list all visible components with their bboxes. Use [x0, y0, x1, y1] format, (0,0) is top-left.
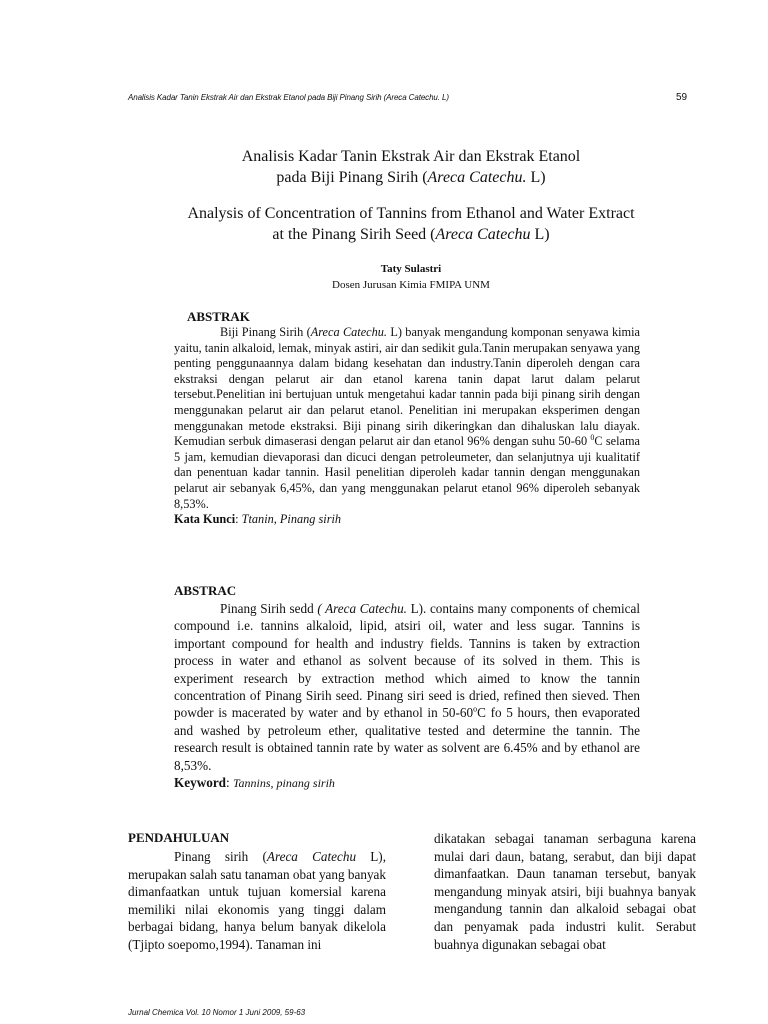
abstract-body	[174, 600, 640, 792]
journal-footer: Jurnal Chemica Vol. 10 Nomor 1 Juni 2009, 59-63	[128, 1008, 306, 1017]
abstrak-paragraph: Biji Pinang Sirih (Areca Catechu. L) banyak mengandung komponan senyawa kimia yaitu, tanin alkaloid, lemak, minyak astiri, air dan sedikit gula.Tanin merupakan senyawa yang penting penggunaannya dalam bidang kesehatan dan industry.Tanin diperoleh dengan cara ekstraksi dengan pelarut air dan etanol karena tanin dapat larut dalam pelarut tersebut.Penelitian ini bertujuan untuk mengetahui kadar tannin pada biji pinang sirih dengan menggunakan pelarut air dan pelarut etanol. Penelitian ini merupakan eksperimen dengan menggunakan metode ekstraksi. Biji pinang sirih dikeringkan dan dihaluskan lalu diayak. Kemudian serbuk dimaserasi dengan pelarut air dan etanol 96% dengan suhu 50-60 $^0$C selama 5 jam, kemudian dievaporasi dan dicuci dengan petroleumeter, dan selanjutnya uji kualitatif dan penentuan kadar tannin. Hasil penelitian diperoleh kadar tannin dengan menggunakan pelarut air sebanyak 6,45%, dan yang menggunakan pelarut etanol 96% diperoleh sebanyak 8,53%.	[174, 325, 640, 511]
intro-right-paragraph: dikatakan sebagai tanaman serbaguna karena mulai dari daun, batang, serabut, dan biji dapat dimanfaatkan. Daun tanaman tersebut, banyak mengandung minyak atsiri, biji buahnya banyak mengandung tannin dan alkaloid sebagai obat dan penyamak pada industri kulit. Serabut buahnya digunakan sebagai obat	[434, 831, 696, 952]
intro-left-paragraph: Pinang sirih (Areca Catechu L), merupakan salah satu tanaman obat yang banyak dimanfaatkan untuk tujuan komersial karena memiliki nilai ekonomis yang tinggi dalam berbagai bidang, hanya belum banyak dikelola (Tjipto soepomo,1994). Tanaman ini	[128, 849, 386, 952]
author-name: Taty Sulastri	[380, 263, 442, 275]
intro-right-column	[434, 830, 696, 953]
abstrak-body	[174, 325, 640, 528]
title-indonesian	[0, 146, 768, 188]
running-header-title: Analisis Kadar Tanin Ekstrak Air dan Ekstrak Etanol pada Biji Pinang Sirih (Areca Catechu. L)	[128, 93, 449, 102]
abstract-keywords: Keyword: Tannins, pinang sirih	[174, 775, 335, 791]
intro-left-column	[128, 848, 386, 954]
author-block	[0, 261, 768, 293]
intro-heading: PENDAHULUAN	[128, 830, 230, 845]
abstract-heading: ABSTRAC	[174, 583, 237, 598]
title-english	[0, 203, 768, 245]
abstrak-heading: ABSTRAK	[187, 309, 250, 324]
title-en-line1: Analysis of Concentration of Tannins from Ethanol and Water Extract	[187, 205, 635, 222]
abstract-paragraph: Pinang Sirih sedd ( Areca Catechu. L). contains many components of chemical compound i.e. tannins alkaloid, lipid, atsiri oil, water and less sugar. Tannins is important compound for health and industry fields. Tannins is taken by extraction process in water and ethanol as solvent because of its solved in them. This is experiment research by extraction method which aimed to know the tannin concentration of Pinang Sirih seed. Pinang siri seed is dried, refined then sieved. Then powder is macerated by water and by ethanol in 50-60$^o$C fo 5 hours, then evaporated and washed by petroleum ether, qualitative tested and determine the tannin. The research result is obtained tannin rate by water as solvent are 6.45% and by ethanol are 8,53%.	[174, 601, 640, 773]
page-number: 59	[676, 92, 688, 103]
title-en-line2: at the Pinang Sirih Seed (Areca Catechu L)	[272, 226, 550, 243]
abstrak-keywords: Kata Kunci: Ttanin, Pinang sirih	[174, 512, 342, 527]
title-id-line1: Analisis Kadar Tanin Ekstrak Air dan Ekstrak Etanol	[241, 148, 581, 165]
author-affiliation: Dosen Jurusan Kimia FMIPA UNM	[332, 279, 490, 291]
title-id-line2: pada Biji Pinang Sirih (Areca Catechu. L)	[276, 169, 546, 186]
